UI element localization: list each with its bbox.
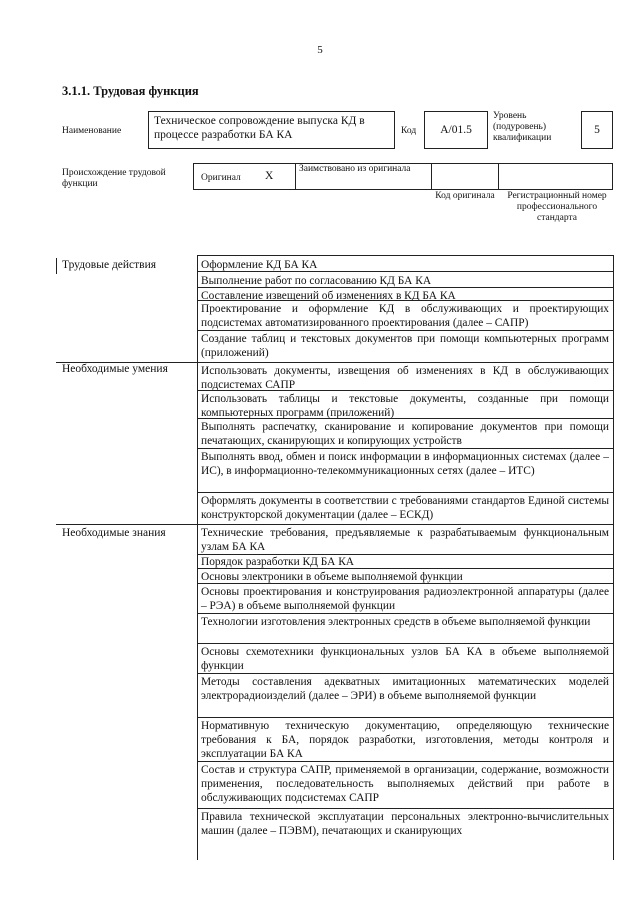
table-row: Выполнение работ по согласованию КД БА КА bbox=[197, 271, 613, 287]
table-row: Технические требования, предъявляемые к разрабатываемым функциональным узлам БА КА bbox=[197, 524, 613, 554]
table-left-mark bbox=[56, 258, 57, 274]
origin-divider bbox=[498, 163, 499, 190]
table-row: Основы схемотехники функциональных узлов БА КА в объеме выполняемой функции bbox=[197, 643, 613, 673]
table-row: Проектирование и оформление КД в обслуживающих и проектирующих подсистемах автоматизированного проектирования (далее – САПР) bbox=[197, 300, 613, 330]
code-original-label: Код оригинала bbox=[435, 191, 495, 201]
name-label: Наименование bbox=[62, 126, 122, 136]
table-row: Методы составления адекватных имитационных математических моделей электрорадиоизделий (далее – ЭРИ) в объеме выполняемой функции bbox=[197, 673, 613, 717]
table-row: Порядок разработки КД БА КА bbox=[197, 554, 613, 568]
table-row: Оформлять документы в соответствии с требованиями стандартов Единой системы конструкторской документации (далее – ЕСКД) bbox=[197, 492, 613, 524]
section-title-skills: Необходимые умения bbox=[62, 363, 168, 375]
reg-number-label: Регистрационный номер профессионального стандарта bbox=[507, 191, 607, 223]
original-label: Оригинал bbox=[201, 173, 241, 183]
table-row: Нормативную техническую документацию, определяющую технические требования к БА, порядок разработки, изготовления, методы контроля и эксплуатации БА КА bbox=[197, 717, 613, 761]
table-row: Основы проектирования и конструирования радиоэлектронной аппаратуры (далее – РЭА) в объеме выполняемой функции bbox=[197, 583, 613, 613]
section-title-knowledge: Необходимые знания bbox=[62, 527, 166, 539]
table-right-border bbox=[613, 255, 614, 860]
section-title: 3.1.1. Трудовая функция bbox=[62, 84, 199, 98]
code-label: Код bbox=[401, 126, 417, 136]
table-row: Выполнять ввод, обмен и поиск информации в информационных системах (далее – ИС), в информационно-телекоммуникационных сетях (далее – ИТС) bbox=[197, 448, 613, 492]
table-row: Создание таблиц и текстовых документов при помощи компьютерных программ (приложений) bbox=[197, 330, 613, 362]
level-value: 5 bbox=[581, 111, 613, 149]
table-row: Состав и структура САПР, применяемой в организации, содержание, возможности применения, последовательность выполняемых действий при работе в обслуживающих подсистемах САПР bbox=[197, 761, 613, 808]
origin-divider bbox=[431, 163, 432, 190]
table-row: Технологии изготовления электронных средств в объеме выполняемой функции bbox=[197, 613, 613, 643]
table-row: Использовать документы, извещения об изменениях в КД в обслуживающих подсистемах САПР bbox=[197, 362, 613, 390]
level-label: Уровень (подуровень) квалификации bbox=[493, 111, 552, 143]
borrowed-label: Заимствовано из оригинала bbox=[299, 164, 411, 174]
origin-label: Происхождение трудовой функции bbox=[62, 168, 166, 189]
table-row: Использовать таблицы и текстовые документы, созданные при помощи компьютерных программ (приложений) bbox=[197, 390, 613, 418]
table-row: Выполнять распечатку, сканирование и копирование документов при помощи печатающих, сканирующих и копирующих устройств bbox=[197, 418, 613, 448]
name-value: Техническое сопровождение выпуска КД в процессе разработки БА КА bbox=[148, 111, 395, 149]
origin-divider bbox=[295, 163, 296, 190]
original-mark: X bbox=[265, 170, 274, 182]
table-row: Составление извещений об изменениях в КД БА КА bbox=[197, 287, 613, 300]
table-row: Правила технической эксплуатации персональных электронно-вычислительных машин (далее – ПЭВМ), печатающих и сканирующих bbox=[197, 808, 613, 860]
section-separator bbox=[56, 524, 197, 525]
section-title-actions: Трудовые действия bbox=[62, 259, 157, 271]
page-number: 5 bbox=[317, 44, 323, 56]
table-row: Основы электроники в объеме выполняемой функции bbox=[197, 568, 613, 583]
code-value: А/01.5 bbox=[424, 111, 488, 149]
table-row: Оформление КД БА КА bbox=[197, 255, 613, 271]
